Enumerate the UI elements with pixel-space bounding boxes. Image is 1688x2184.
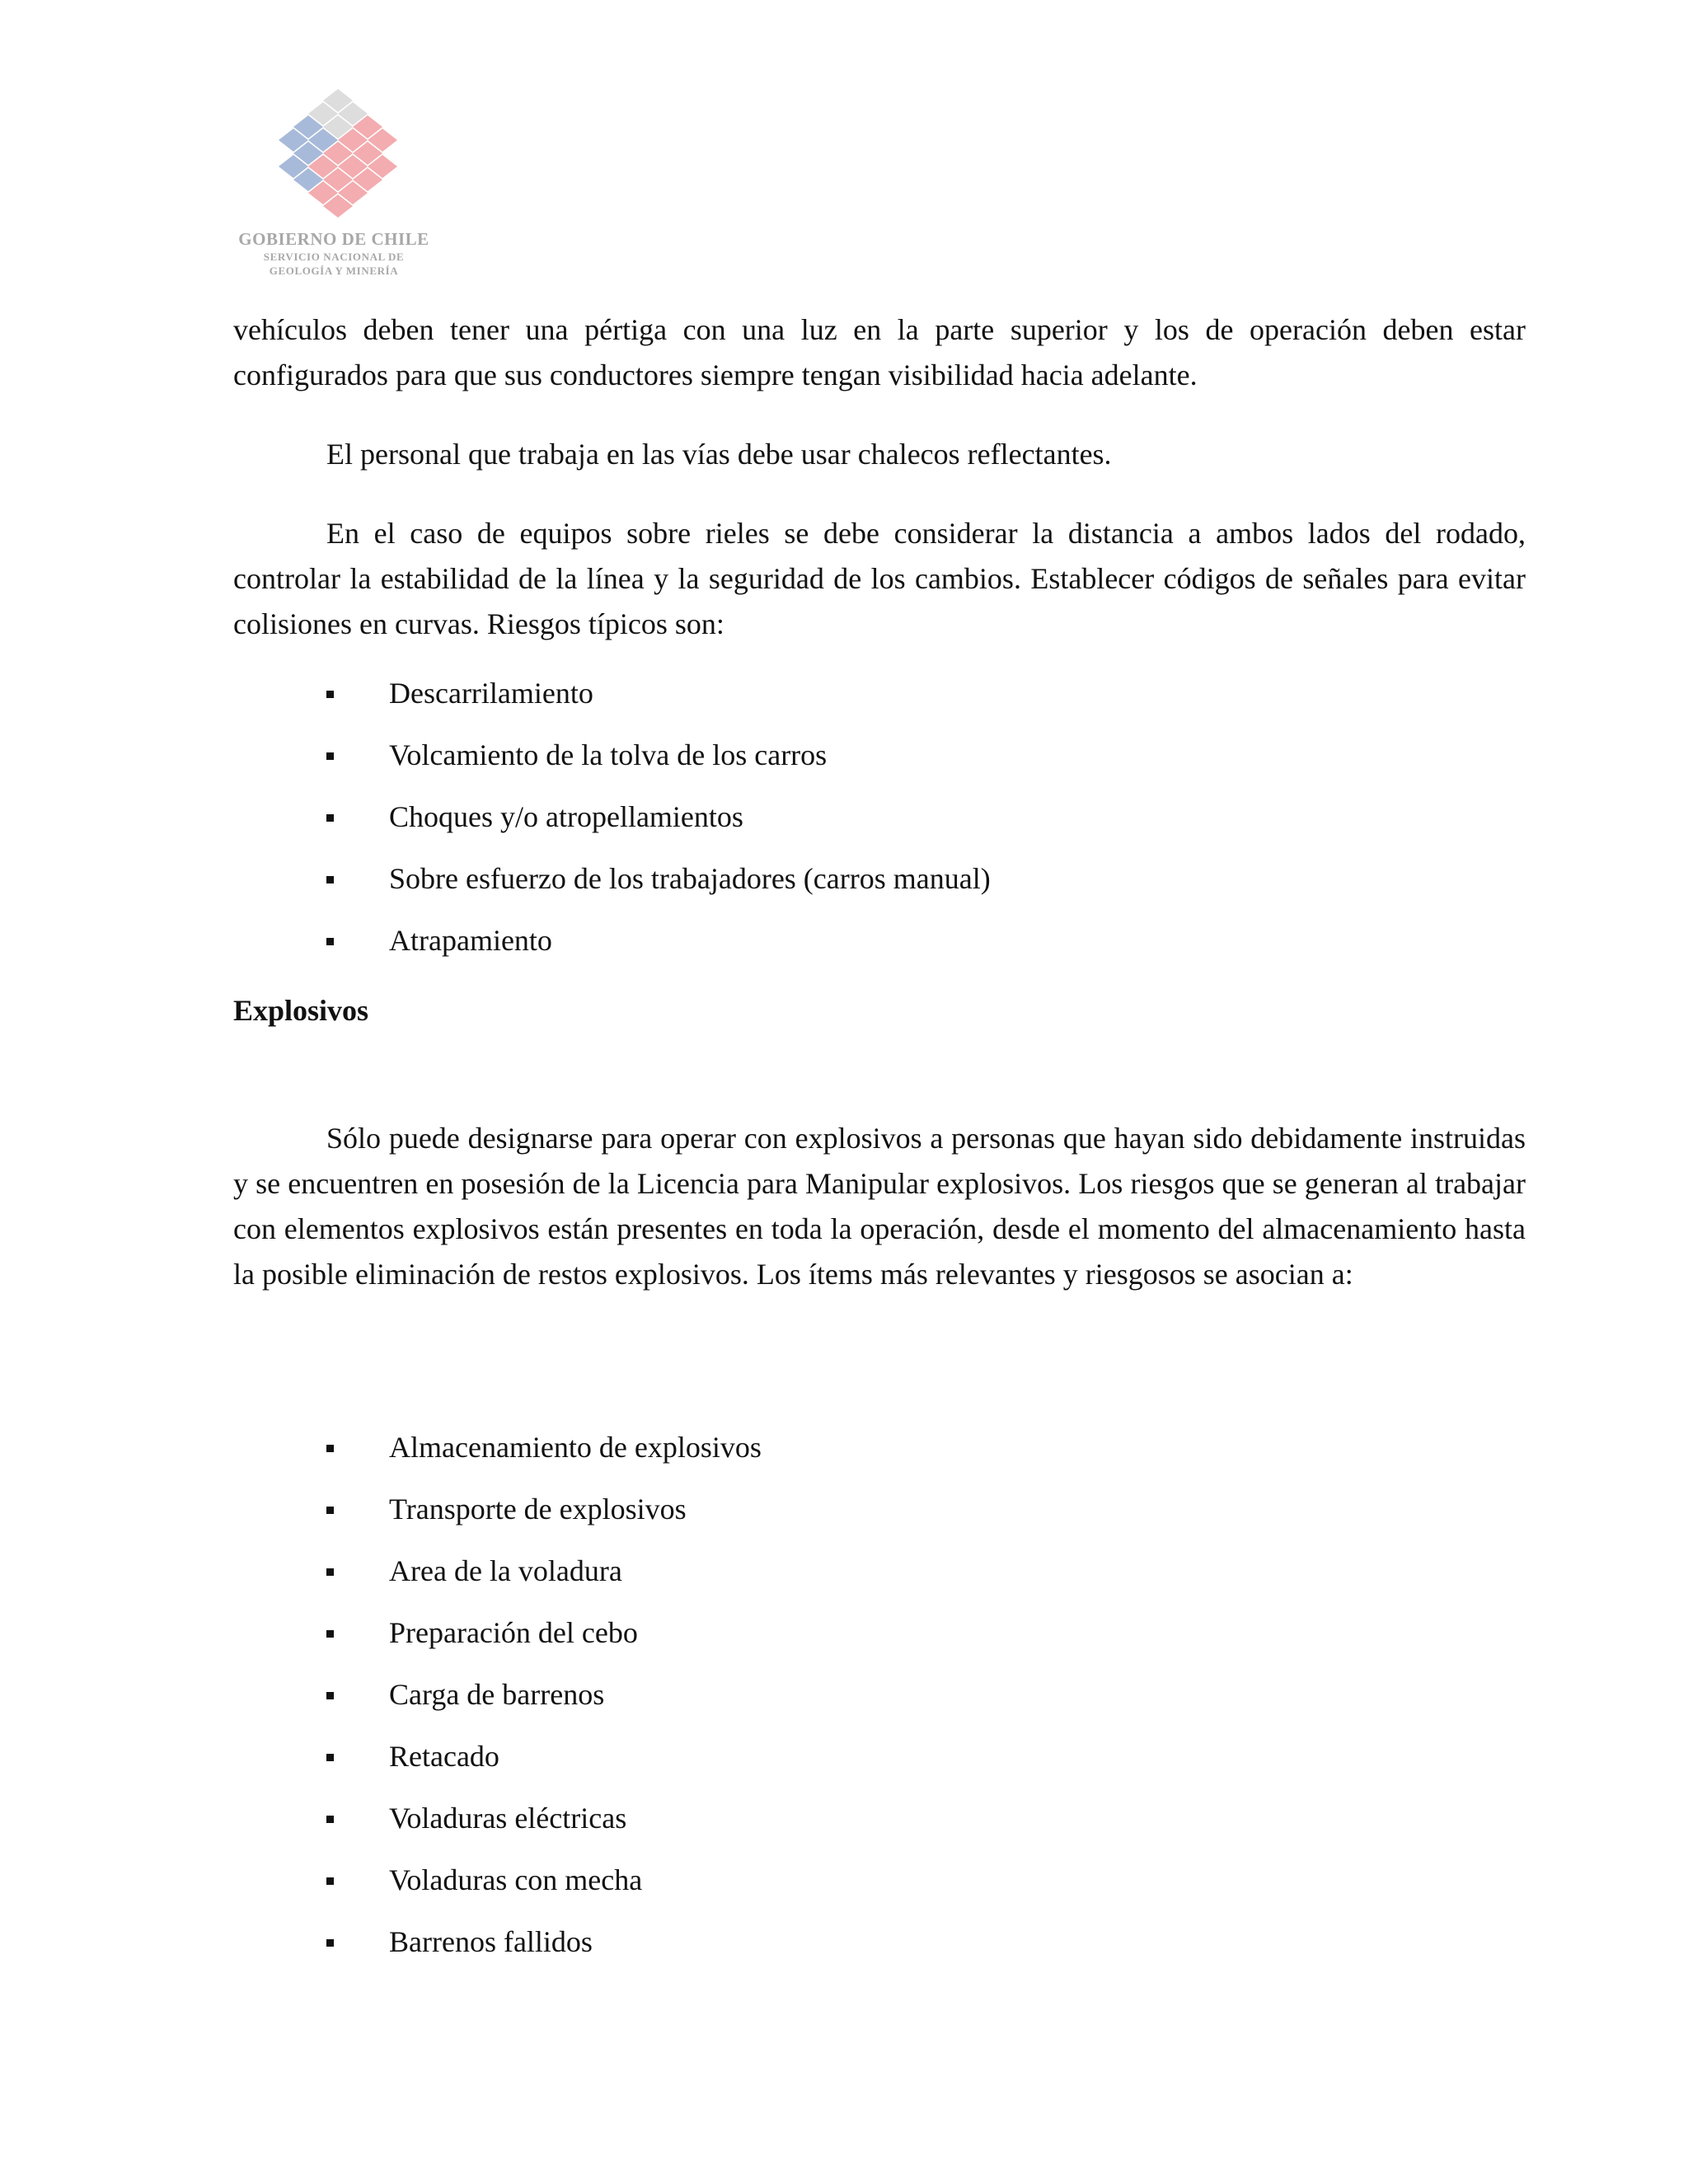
list-item: Sobre esfuerzo de los trabajadores (carros manual) bbox=[0, 856, 1688, 918]
list-item: Descarrilamiento bbox=[0, 671, 1688, 733]
bullet-icon bbox=[326, 752, 334, 760]
bullet-icon bbox=[326, 1568, 334, 1576]
logo-subtitle-1: SERVICIO NACIONAL DE bbox=[263, 251, 405, 263]
list-item: Atrapamiento bbox=[0, 918, 1688, 980]
logo-subtitle-2: GEOLOGÍA Y MINERÍA bbox=[269, 265, 399, 277]
list-item: Voladuras con mecha bbox=[0, 1858, 1688, 1919]
paragraph-rail-equipment: En el caso de equipos sobre rieles se debe considerar la distancia a ambos lados del rodado, controlar la estabilidad de la línea y la seguridad de los cambios. Establecer códigos de señales para evitar colisiones en curvas. Riesgos típicos son: bbox=[233, 517, 1526, 640]
list-item: Almacenamiento de explosivos bbox=[0, 1425, 1688, 1487]
list-item: Voladuras eléctricas bbox=[0, 1796, 1688, 1858]
list-item: Preparación del cebo bbox=[0, 1610, 1688, 1672]
bullet-icon bbox=[326, 1754, 334, 1761]
logo-emblem-icon bbox=[256, 89, 412, 229]
bullet-icon bbox=[326, 1816, 334, 1823]
logo-title: GOBIERNO DE CHILE bbox=[238, 229, 429, 249]
section-heading: Explosivos bbox=[233, 994, 369, 1027]
bullet-icon bbox=[326, 691, 334, 698]
list-item: Volcamiento de la tolva de los carros bbox=[0, 733, 1688, 794]
bullet-icon bbox=[326, 1692, 334, 1699]
paragraph-explosives: Sólo puede designarse para operar con explosivos a personas que hayan sido debidamente instruidas y se encuentren en posesión de la Licencia para Manipular explosivos. Los riesgos que se generan al trabajar con elementos explosivos están presentes en toda la operación, desde el momento del almacenamiento hasta la posible eliminación de restos explosivos. Los ítems más relevantes y riesgosos se asocian a: bbox=[233, 1122, 1526, 1291]
bullet-icon bbox=[326, 1877, 334, 1885]
explosives-items-list bbox=[0, 1425, 1688, 1981]
bullet-icon bbox=[326, 938, 334, 945]
list-item: Area de la voladura bbox=[0, 1549, 1688, 1610]
government-logo bbox=[231, 89, 437, 287]
list-item: Choques y/o atropellamientos bbox=[0, 794, 1688, 856]
bullet-icon bbox=[326, 1445, 334, 1452]
paragraph-vehicles: vehículos deben tener una pértiga con una luz en la parte superior y los de operación deben estar configurados para que sus conductores siempre tengan visibilidad hacia adelante. bbox=[233, 313, 1526, 391]
list-item: Retacado bbox=[0, 1734, 1688, 1796]
bullet-icon bbox=[326, 876, 334, 883]
list-item: Transporte de explosivos bbox=[0, 1487, 1688, 1549]
paragraph-personnel: El personal que trabaja en las vías debe usar chalecos reflectantes. bbox=[326, 438, 1112, 471]
bullet-icon bbox=[326, 1939, 334, 1947]
rail-risks-list bbox=[0, 671, 1688, 980]
bullet-icon bbox=[326, 1507, 334, 1514]
list-item: Carga de barrenos bbox=[0, 1672, 1688, 1734]
bullet-icon bbox=[326, 814, 334, 822]
list-item: Barrenos fallidos bbox=[0, 1919, 1688, 1981]
bullet-icon bbox=[326, 1630, 334, 1638]
